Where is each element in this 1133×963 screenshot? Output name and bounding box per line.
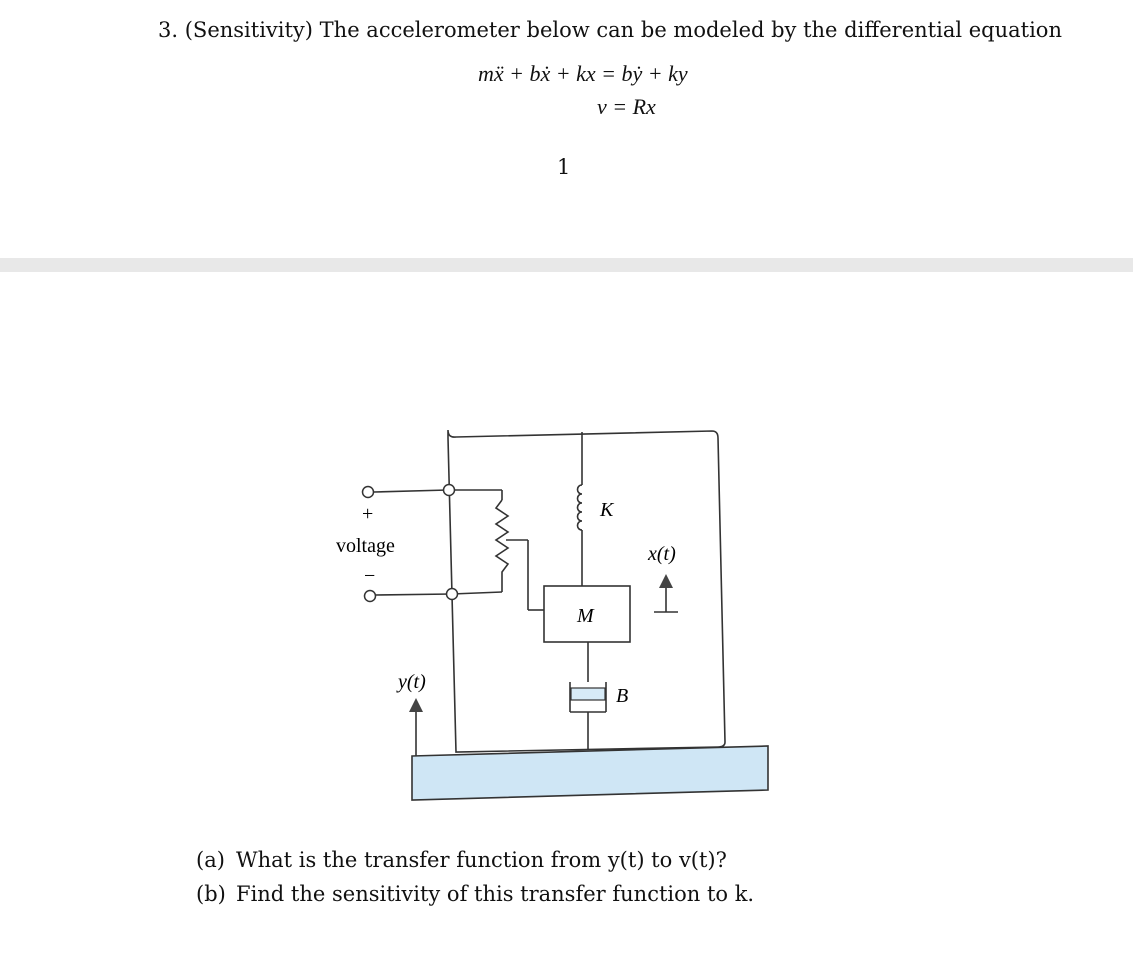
terminal-minus — [365, 591, 376, 602]
equation-output: v = Rx — [597, 94, 656, 119]
equation-motion: mẍ + bẋ + kx = bẏ + ky — [478, 61, 688, 86]
question-b-text: Find the sensitivity of this transfer function to k. — [236, 882, 755, 906]
page-number: 1 — [557, 155, 571, 179]
plus-label: + — [362, 503, 374, 525]
damper-label: B — [616, 685, 629, 707]
question-a — [196, 848, 727, 872]
accelerometer-figure — [320, 400, 790, 824]
question-a-text: What is the transfer function from y(t) to v(t)? — [236, 848, 727, 872]
damper-piston — [571, 688, 605, 700]
accelerometer-diagram — [320, 400, 790, 820]
question-a-label: (a) — [196, 848, 225, 872]
minus-label: − — [364, 565, 376, 587]
question-b — [196, 882, 754, 906]
potentiometer-resistor — [496, 500, 508, 592]
terminal-plus — [363, 487, 374, 498]
spring-label: K — [600, 499, 614, 521]
problem-statement — [158, 18, 1062, 42]
y-label: y(t) — [398, 671, 426, 693]
x-arrow — [659, 574, 673, 588]
spring-k — [578, 485, 583, 530]
y-arrow — [409, 698, 423, 712]
housing-frame — [448, 430, 725, 752]
problem-intro: (Sensitivity) The accelerometer below can be modeled by the differential equation — [184, 18, 1062, 42]
problem-number: 3. — [158, 18, 179, 42]
question-b-label: (b) — [196, 882, 226, 906]
page-divider — [0, 258, 1133, 272]
voltage-label: voltage — [336, 535, 395, 557]
x-label: x(t) — [648, 543, 676, 565]
mass-label: M — [577, 605, 594, 627]
base-plate — [412, 746, 768, 800]
